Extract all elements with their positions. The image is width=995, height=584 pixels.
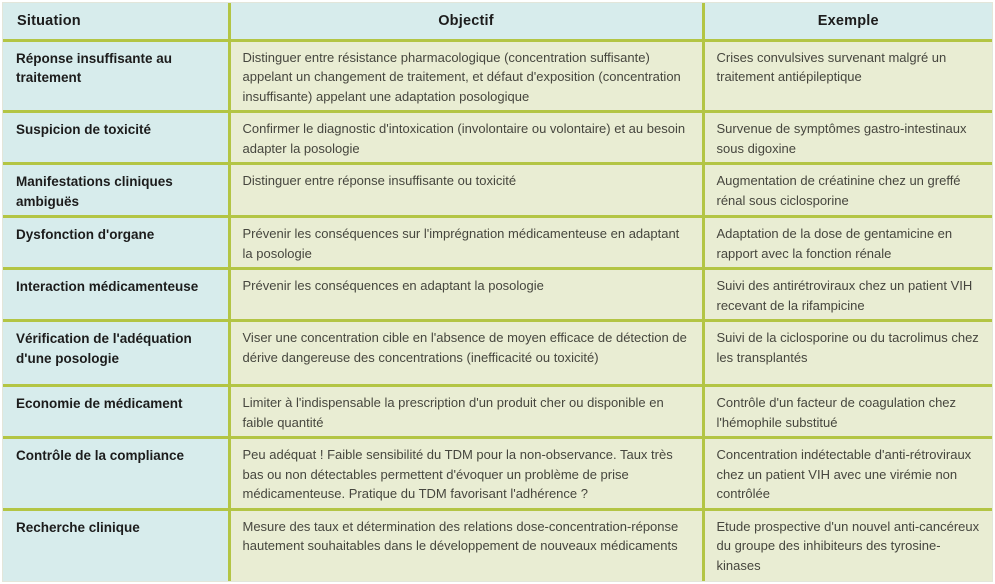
- exemple-cell: Concentration indétectable d'anti-rétroviraux chez un patient VIH avec une virémie non contrôlée: [703, 438, 992, 510]
- exemple-cell: Augmentation de créatinine chez un greffé rénal sous ciclosporine: [703, 164, 992, 217]
- situation-cell: Manifestations cliniques ambiguës: [3, 164, 229, 217]
- situation-cell: Dysfonction d'organe: [3, 217, 229, 269]
- header-objectif: Objectif: [229, 3, 703, 40]
- table-row: [3, 269, 992, 321]
- exemple-cell: Etude prospective d'un nouvel anti-cancéreux du groupe des inhibiteurs des tyrosine-kinases: [703, 509, 992, 581]
- objectif-cell: Prévenir les conséquences en adaptant la posologie: [229, 269, 703, 321]
- exemple-cell: Suivi des antirétroviraux chez un patient VIH recevant de la rifampicine: [703, 269, 992, 321]
- exemple-cell: Suivi de la ciclosporine ou du tacrolimus chez les transplantés: [703, 321, 992, 386]
- objectif-cell: Distinguer entre résistance pharmacologique (concentration suffisante) appelant un changement de traitement, et défaut d'exposition (concentration insuffisante) appelant une adaptation posologique: [229, 40, 703, 112]
- header-situation: Situation: [3, 3, 229, 40]
- situation-cell: Suspicion de toxicité: [3, 112, 229, 164]
- situation-cell: Contrôle de la compliance: [3, 438, 229, 510]
- objectif-cell: Mesure des taux et détermination des relations dose-concentration-réponse hautement souhaitables dans le développement de nouveaux médicaments: [229, 509, 703, 581]
- table-row: [3, 438, 992, 510]
- exemple-cell: Survenue de symptômes gastro-intestinaux sous digoxine: [703, 112, 992, 164]
- objectif-cell: Viser une concentration cible en l'absence de moyen efficace de détection de dérive dangereuse des concentrations (inefficacité ou toxicité): [229, 321, 703, 386]
- table-row: [3, 386, 992, 438]
- tdm-situations-table: [3, 3, 992, 581]
- table-row: [3, 217, 992, 269]
- table-row: [3, 40, 992, 112]
- table-row: [3, 509, 992, 581]
- exemple-cell: Contrôle d'un facteur de coagulation chez l'hémophile substitué: [703, 386, 992, 438]
- table-row: [3, 321, 992, 386]
- situation-cell: Réponse insuffisante au traitement: [3, 40, 229, 112]
- objectif-cell: Limiter à l'indispensable la prescription d'un produit cher ou disponible en faible quantité: [229, 386, 703, 438]
- situation-cell: Vérification de l'adéquation d'une posologie: [3, 321, 229, 386]
- table-row: [3, 164, 992, 217]
- situation-cell: Recherche clinique: [3, 509, 229, 581]
- exemple-cell: Crises convulsives survenant malgré un traitement antiépileptique: [703, 40, 992, 112]
- situation-cell: Interaction médicamenteuse: [3, 269, 229, 321]
- objectif-cell: Prévenir les conséquences sur l'imprégnation médicamenteuse en adaptant la posologie: [229, 217, 703, 269]
- header-row: [3, 3, 992, 40]
- situation-cell: Economie de médicament: [3, 386, 229, 438]
- objectif-cell: Confirmer le diagnostic d'intoxication (involontaire ou volontaire) et au besoin adapter la posologie: [229, 112, 703, 164]
- header-exemple: Exemple: [703, 3, 992, 40]
- objectif-cell: Distinguer entre réponse insuffisante ou toxicité: [229, 164, 703, 217]
- objectif-cell: Peu adéquat ! Faible sensibilité du TDM pour la non-observance. Taux très bas ou non détectables permettent d'évoquer un problème de prise médicamenteuse. Pratique du TDM favorisant l'adhérence ?: [229, 438, 703, 510]
- exemple-cell: Adaptation de la dose de gentamicine en rapport avec la fonction rénale: [703, 217, 992, 269]
- table-row: [3, 112, 992, 164]
